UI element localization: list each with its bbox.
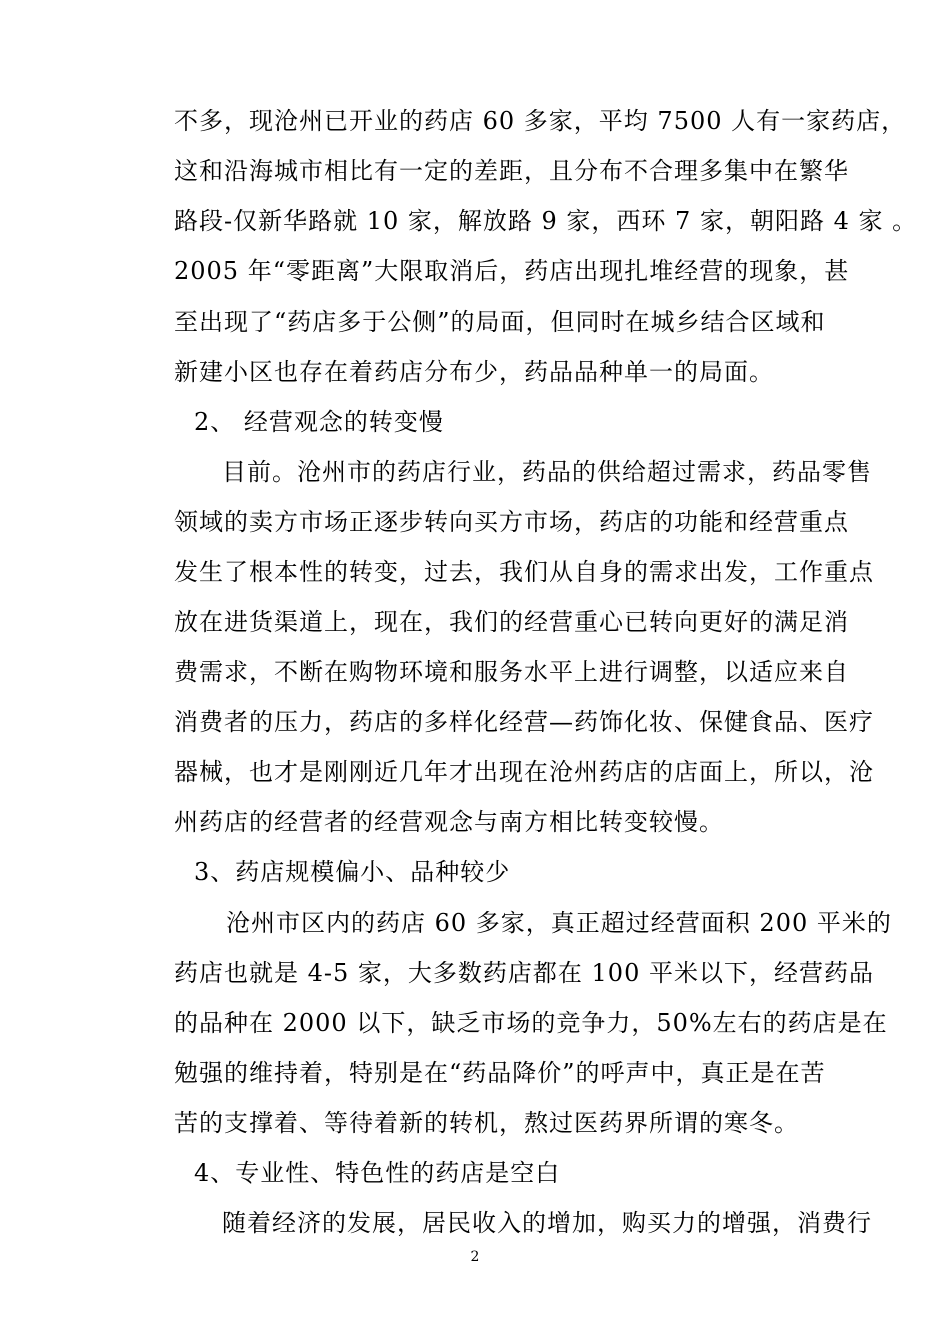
paragraph-line: 器械，也才是刚刚近几年才出现在沧州药店的店面上，所以，沧 xyxy=(174,758,874,786)
section-heading: 2、 经营观念的转变慢 xyxy=(194,408,444,436)
paragraph-line: 放在进货渠道上，现在，我们的经营重心已转向更好的满足消 xyxy=(174,608,849,636)
section-heading: 4、专业性、特色性的药店是空白 xyxy=(194,1159,561,1187)
paragraph-line: 这和沿海城市相比有一定的差距，且分布不合理多集中在繁华 xyxy=(174,157,849,185)
paragraph-line: 路段-仅新华路就 10 家，解放路 9 家，西环 7 家，朝阳路 4 家 。 xyxy=(174,207,918,235)
paragraph-line: 勉强的维持着，特别是在“药品降价”的呼声中，真正是在苦 xyxy=(174,1059,826,1087)
paragraph-line: 药店也就是 4-5 家，大多数药店都在 100 平米以下，经营药品 xyxy=(174,959,874,987)
paragraph-line: 至出现了“药店多于公侧”的局面，但同时在城乡结合区域和 xyxy=(174,308,826,336)
paragraph-line: 新建小区也存在着药店分布少，药品品种单一的局面。 xyxy=(174,358,774,386)
paragraph-line: 目前。沧州市的药店行业，药品的供给超过需求，药品零售 xyxy=(222,458,872,486)
page-number: 2 xyxy=(470,1249,480,1265)
section-heading: 3、药店规模偏小、品种较少 xyxy=(194,858,511,886)
paragraph-line: 州药店的经营者的经营观念与南方相比转变较慢。 xyxy=(174,808,724,836)
paragraph-line: 苦的支撑着、等待着新的转机，熬过医药界所谓的寒冬。 xyxy=(174,1109,799,1137)
paragraph-line: 随着经济的发展，居民收入的增加，购买力的增强，消费行 xyxy=(222,1209,872,1237)
paragraph-line: 费需求，不断在购物环境和服务水平上进行调整，以适应来自 xyxy=(174,658,849,686)
paragraph-line: 领域的卖方市场正逐步转向买方市场，药店的功能和经营重点 xyxy=(174,508,849,536)
paragraph-line: 消费者的压力，药店的多样化经营—药饰化妆、保健食品、医疗 xyxy=(174,708,874,736)
paragraph-line: 发生了根本性的转变，过去，我们从自身的需求出发，工作重点 xyxy=(174,558,874,586)
paragraph-line: 沧州市区内的药店 60 多家，真正超过经营面积 200 平米的 xyxy=(226,909,892,937)
paragraph-line: 2005 年“零距离”大限取消后，药店出现扎堆经营的现象，甚 xyxy=(174,257,850,285)
paragraph-line: 的品种在 2000 以下，缺乏市场的竞争力，50%左右的药店是在 xyxy=(174,1009,888,1037)
paragraph-line: 不多，现沧州已开业的药店 60 多家，平均 7500 人有一家药店， xyxy=(174,107,907,135)
